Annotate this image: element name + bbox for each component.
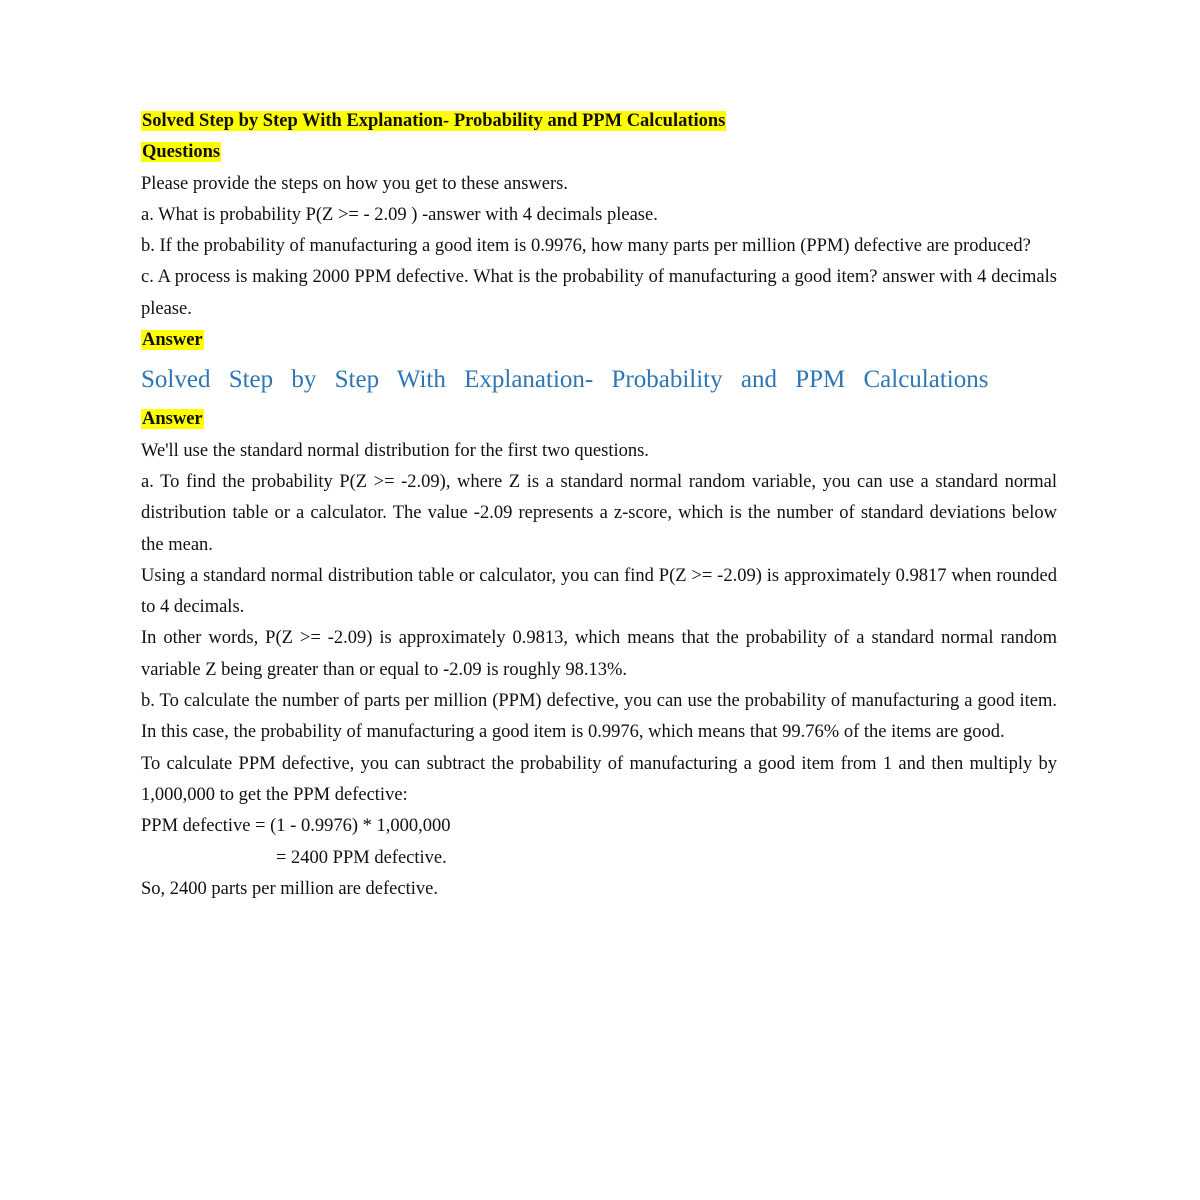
question-b: b. If the probability of manufacturing a good item is 0.9976, how many parts per million (PPM) defective are produced?	[141, 236, 1031, 257]
answer-b-paragraph: b. To calculate the number of parts per million (PPM) defective, you can use the probability of manufacturing a good item. In this case, the probability of manufacturing a good item is 0.9976, which means that 99.76% of the items are good.	[141, 691, 1057, 743]
answer-a-interpretation: In other words, P(Z >= -2.09) is approximately 0.9813, which means that the probability of a standard normal random variable Z being greater than or equal to -2.09 is roughly 98.13%.	[141, 628, 1057, 680]
answer-label-line-1	[141, 325, 1057, 356]
answer-label-1: Answer	[142, 330, 203, 351]
answer-label-line-2	[141, 404, 1057, 435]
answer-a-result: Using a standard normal distribution table or calculator, you can find P(Z >= -2.09) is approximately 0.9817 when rounded to 4 decimals.	[141, 565, 1057, 618]
answer-b-method: To calculate PPM defective, you can subtract the probability of manufacturing a good item from 1 and then multiply by 1,000,000 to get the PPM defective:	[141, 753, 1057, 805]
question-a: a. What is probability P(Z >= - 2.09 ) -answer with 4 decimals please.	[141, 204, 658, 225]
blue-heading: Solved Step by Step With Explanation- Probability and PPM Calculations	[141, 366, 989, 394]
document-title-line	[141, 106, 1057, 137]
answer-intro: We'll use the standard normal distribution for the first two questions.	[141, 440, 649, 461]
document-page	[141, 106, 1057, 905]
question-intro: Please provide the steps on how you get to these answers.	[141, 173, 568, 194]
ppm-result: = 2400 PPM defective.	[276, 847, 447, 868]
answer-label-2: Answer	[142, 409, 203, 430]
questions-label-line	[141, 137, 1057, 168]
document-title: Solved Step by Step With Explanation- Probability and PPM Calculations	[142, 111, 726, 131]
answer-a-paragraph: a. To find the probability P(Z >= -2.09), where Z is a standard normal random variable, you can use a standard normal distribution table or a calculator. The value -2.09 represents a z-score, which is the number of standard deviations below the mean.	[141, 471, 1057, 555]
question-c: c. A process is making 2000 PPM defective. What is the probability of manufacturing a good item? answer with 4 decimals please.	[141, 267, 1057, 319]
answer-b-conclusion: So, 2400 parts per million are defective.	[141, 878, 438, 899]
questions-label: Questions	[142, 142, 221, 163]
ppm-formula: PPM defective = (1 - 0.9976) * 1,000,000	[141, 816, 451, 837]
